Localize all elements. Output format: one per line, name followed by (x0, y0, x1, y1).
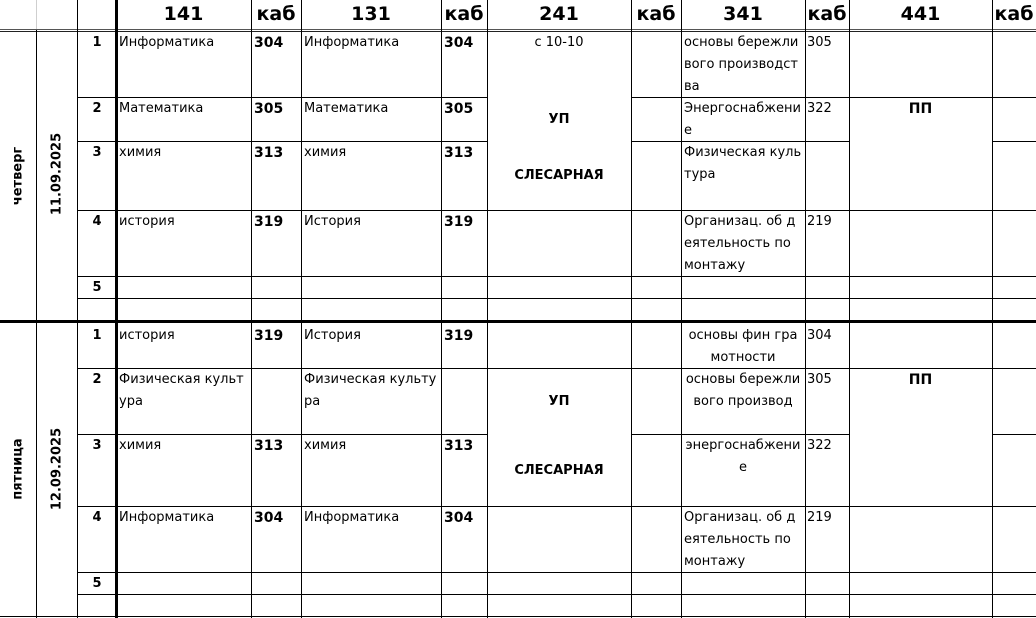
grid-line (251, 0, 252, 618)
lesson-number: 5 (92, 280, 102, 295)
subject-131: Математика (304, 101, 389, 116)
room-341: 219 (807, 214, 832, 229)
room-131: 313 (444, 145, 474, 161)
day-separator (0, 320, 1036, 323)
grid-line (0, 31, 1036, 32)
room-header: каб (636, 3, 676, 25)
subject-131: химия (304, 438, 347, 453)
room-131: 313 (444, 438, 474, 454)
grid-line (487, 0, 488, 618)
subject-341: энергоснабжение (685, 438, 801, 475)
room-131: 305 (444, 101, 474, 117)
grid-line (849, 0, 850, 618)
grid-line (77, 368, 1036, 369)
practice-block-441: ПП (908, 372, 933, 388)
grid-line (992, 0, 993, 618)
subject-341: основы фин грамотности (688, 328, 798, 365)
grid-line (0, 616, 1036, 617)
subject-141: Информатика (119, 35, 215, 50)
grid-line (77, 434, 487, 435)
grid-line (805, 0, 806, 618)
grid-line (36, 0, 37, 30)
group-header-441: 441 (900, 3, 941, 25)
grid-line (77, 572, 1036, 573)
room-341: 304 (807, 328, 832, 343)
lesson-number: 2 (92, 101, 102, 116)
lesson-number: 3 (92, 438, 102, 453)
subject-131: Физическая культура (304, 372, 437, 409)
grid-line (631, 141, 849, 142)
grid-line (681, 0, 682, 618)
practice-block-241: УП (548, 393, 570, 409)
grid-line (77, 141, 487, 142)
room-141: 304 (254, 510, 284, 526)
room-141: 313 (254, 145, 284, 161)
subject-341: Энергоснабжение (684, 101, 801, 138)
grid-line (631, 434, 849, 435)
room-341: 322 (807, 438, 832, 453)
lesson-number: 4 (92, 510, 102, 525)
grid-line (77, 210, 1036, 211)
room-341: 305 (807, 35, 832, 50)
subject-141: Информатика (119, 510, 215, 525)
grid-line-thick (115, 0, 118, 618)
grid-line (77, 298, 1036, 299)
practice-block-241: УП (548, 111, 570, 127)
subject-131: История (304, 214, 361, 229)
room-131: 319 (444, 328, 474, 344)
lesson-number: 5 (92, 576, 102, 591)
group-header-141: 141 (163, 3, 204, 25)
group-header-131: 131 (351, 3, 391, 25)
lesson-number: 1 (92, 35, 102, 50)
group-header-341: 341 (723, 3, 763, 25)
grid-line (992, 141, 1036, 142)
room-341: 305 (807, 372, 832, 387)
room-header: каб (256, 3, 296, 25)
subject-341: основы бережливого производства (684, 35, 799, 94)
grid-line (631, 0, 632, 618)
room-141: 304 (254, 35, 284, 51)
group-header-241: 241 (539, 3, 579, 25)
grid-line (992, 434, 1036, 435)
subject-341: основы бережливого производ (685, 372, 801, 409)
room-141: 319 (254, 328, 284, 344)
room-header: каб (807, 3, 847, 25)
subject-141: химия (119, 438, 162, 453)
date-label: 11.09.2025 (49, 132, 65, 216)
grid-line (631, 97, 1036, 98)
room-141: 305 (254, 101, 284, 117)
subject-141: химия (119, 145, 162, 160)
practice-block-441: ПП (908, 101, 933, 117)
date-label: 12.09.2025 (49, 427, 65, 511)
room-131: 304 (444, 510, 474, 526)
room-141: 313 (254, 438, 284, 454)
subject-131: Информатика (304, 35, 400, 50)
grid-line (77, 0, 78, 618)
grid-line (77, 276, 1036, 277)
room-141: 319 (254, 214, 284, 230)
lesson-number: 3 (92, 145, 102, 160)
room-341: 219 (807, 510, 832, 525)
subject-141: Математика (119, 101, 204, 116)
room-header: каб (994, 3, 1034, 25)
room-131: 319 (444, 214, 474, 230)
subject-341: Организац. об деятельность по монтажу (684, 510, 796, 569)
grid-line (301, 0, 302, 618)
grid-line (77, 506, 1036, 507)
grid-line (77, 97, 487, 98)
subject-131: Информатика (304, 510, 400, 525)
grid-line (0, 29, 1036, 30)
lesson-number: 1 (92, 328, 102, 343)
workshop-block-241: СЛЕСАРНАЯ (514, 168, 604, 183)
subject-141: Физическая культура (119, 372, 244, 409)
subject-131: История (304, 328, 361, 343)
subject-341: Организац. об деятельность по монтажу (684, 214, 796, 273)
lesson-number: 4 (92, 214, 102, 229)
subject-141: история (119, 328, 175, 343)
lesson-number: 2 (92, 372, 102, 387)
subject-141: история (119, 214, 175, 229)
room-131: 304 (444, 35, 474, 51)
room-header: каб (444, 3, 484, 25)
day-label: пятница (10, 438, 26, 500)
grid-line (36, 30, 37, 618)
room-341: 322 (807, 101, 832, 116)
subject-131: химия (304, 145, 347, 160)
day-label: четверг (10, 146, 26, 206)
grid-line (77, 594, 1036, 595)
workshop-block-241: СЛЕСАРНАЯ (514, 462, 604, 478)
grid-line (441, 0, 442, 618)
subject-241: с 10-10 (534, 35, 584, 50)
subject-341: Физическая культура (684, 145, 802, 182)
